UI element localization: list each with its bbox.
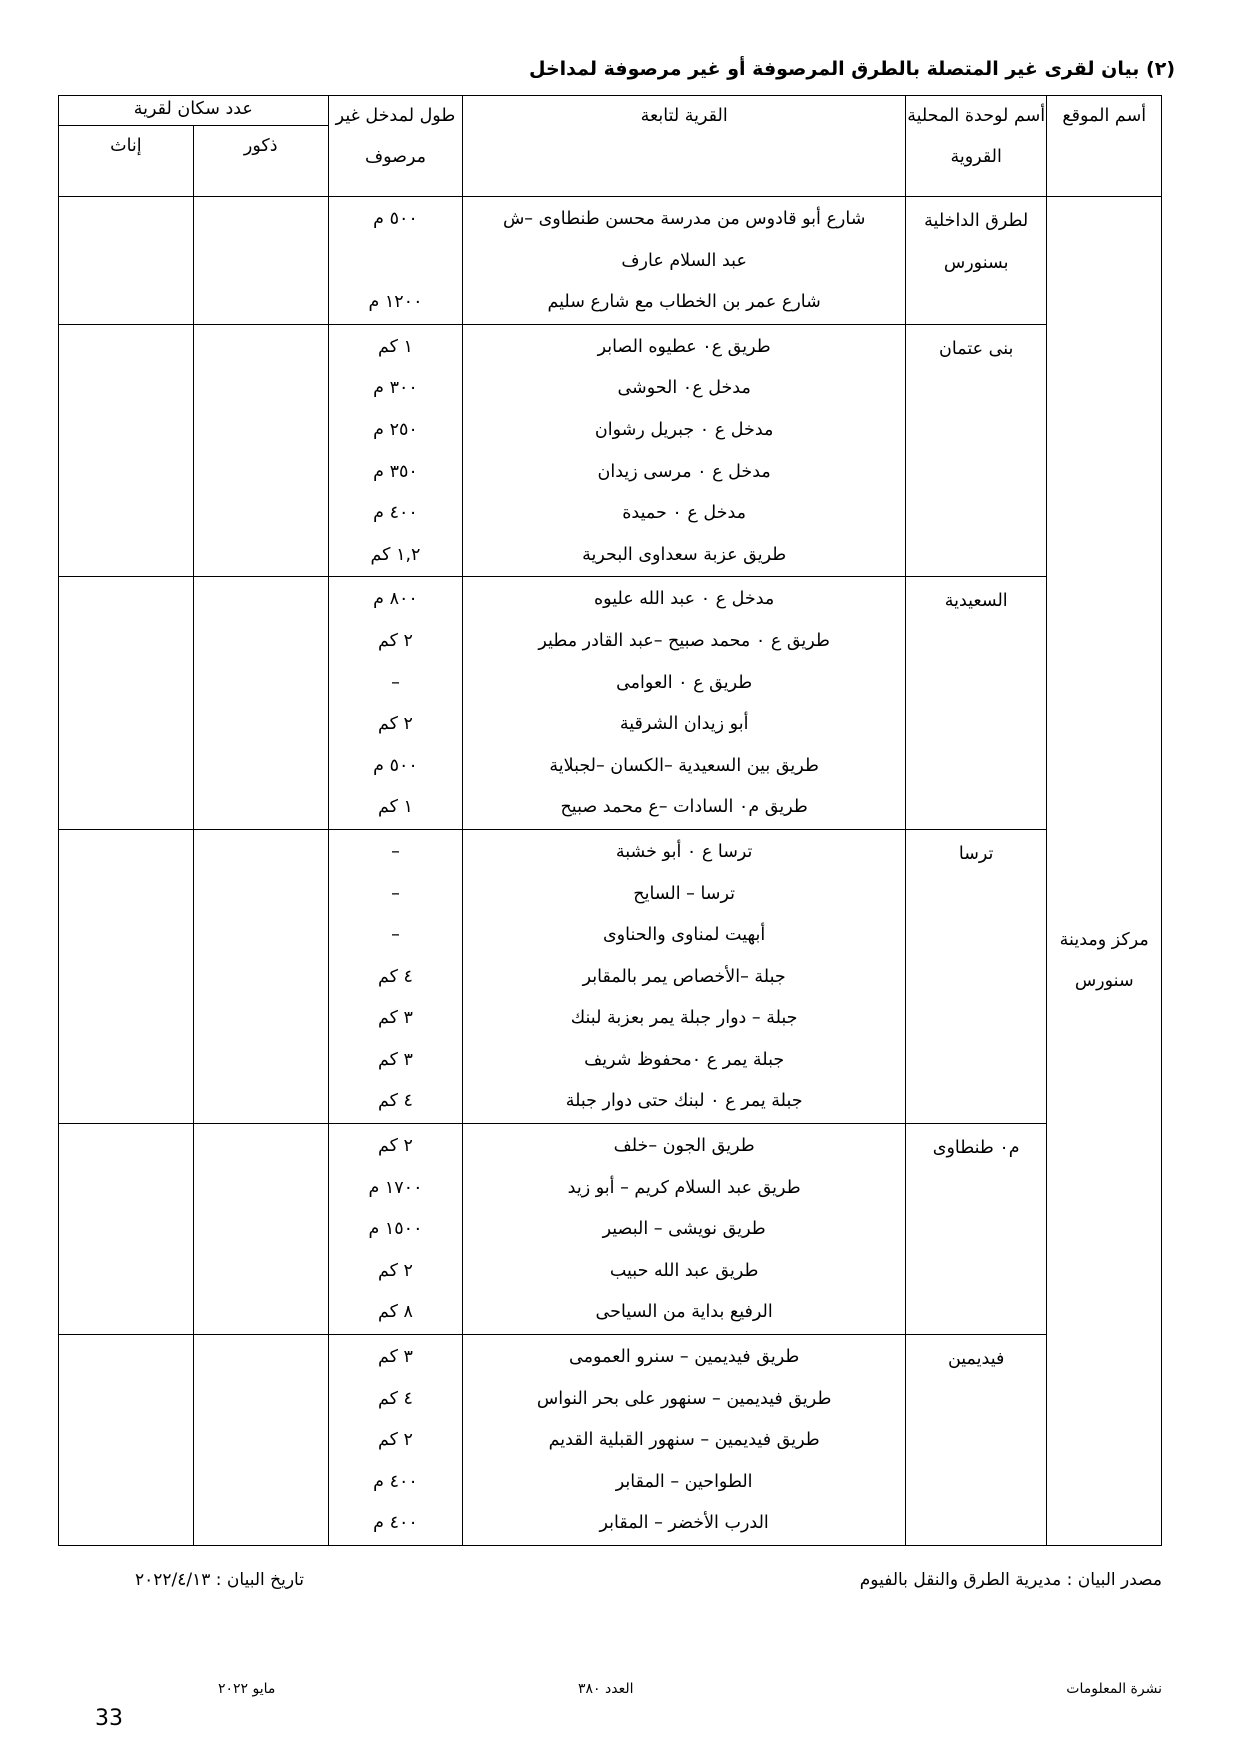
unit-row: [59, 324, 1162, 577]
header-population: عدد سكان لقرية: [59, 96, 329, 126]
road-length: ٢ كم: [378, 714, 413, 735]
village-name: طريق ع٠ عطيوه الصابر: [597, 336, 771, 357]
unit-row: [59, 197, 1162, 325]
unit-row: [59, 829, 1162, 1123]
unit-name: م٠ طنطاوى: [905, 1124, 1047, 1335]
location-cell: مركز ومدينة سنورس: [1047, 197, 1162, 1546]
females-cell: [59, 577, 194, 830]
village-name: ترسا – السايح: [633, 883, 735, 904]
road-length: ١,٢ كم: [370, 544, 421, 565]
village-name: شارع عمر بن الخطاب مع شارع سليم: [547, 292, 821, 313]
females-cell: [59, 197, 194, 325]
village-cell: [463, 197, 906, 325]
village-cell: [463, 324, 906, 577]
header-females: إناث: [59, 126, 194, 197]
females-cell: [59, 1335, 194, 1546]
unit-row: [59, 577, 1162, 830]
unit-name: بنى عتمان: [905, 324, 1047, 577]
road-length: ٢ كم: [378, 1430, 413, 1451]
length-cell: [328, 324, 463, 577]
unit-name: فيديمين: [905, 1335, 1047, 1546]
unit-row: [59, 1335, 1162, 1546]
unit-name: لطرق الداخلية بسنورس: [905, 197, 1047, 325]
data-source: مصدر البيان : مديرية الطرق والنقل بالفيوم: [859, 1570, 1162, 1590]
males-cell: [193, 1335, 328, 1546]
road-length: ١٢٠٠ م: [368, 292, 423, 313]
header-village: القرية لتابعة: [463, 96, 906, 197]
road-length: ١٧٠٠ م: [368, 1177, 423, 1198]
males-cell: [193, 577, 328, 830]
road-length: ٥٠٠ م: [373, 209, 418, 229]
village-name: مدخل ع ٠ حميدة: [622, 503, 747, 524]
village-name: الطواحين – المقابر: [615, 1471, 753, 1492]
length-cell: [328, 577, 463, 830]
males-cell: [193, 1124, 328, 1335]
road-length: –: [391, 672, 400, 693]
road-length: ٣ كم: [378, 1049, 413, 1070]
village-name: مدخل ع ٠ مرسى زيدان: [597, 461, 771, 482]
village-name: الرفيع بداية من السياحى: [595, 1302, 773, 1323]
village-name: جبلة – دوار جبلة يمر بعزبة لبنك: [570, 1008, 798, 1029]
village-name: شارع أبو قادوس من مدرسة محسن طنطاوى –ش: [502, 209, 866, 229]
village-name: جبلة يمر ع ٠محفوظ شريف: [584, 1049, 785, 1070]
length-cell: [328, 829, 463, 1123]
males-cell: [193, 829, 328, 1123]
header-location: أسم الموقع: [1047, 96, 1162, 197]
road-length: ٣٠٠ م: [373, 378, 418, 399]
road-length: ٣٥٠ م: [373, 461, 418, 482]
females-cell: [59, 829, 194, 1123]
length-cell: [328, 1124, 463, 1335]
road-length: ٤٠٠ م: [373, 503, 418, 524]
road-length: –: [391, 841, 400, 862]
road-length: ٤ كم: [378, 1388, 413, 1409]
road-length: –: [391, 883, 400, 904]
road-length: ٤ كم: [378, 966, 413, 987]
road-length: ٨٠٠ م: [373, 589, 418, 610]
village-name: طريق عبد الله حبيب: [609, 1260, 759, 1281]
males-cell: [193, 324, 328, 577]
village-name: مدخل ع ٠ جبريل رشوان: [594, 419, 774, 440]
village-cell: [463, 1124, 906, 1335]
issue-number: العدد ٣٨٠: [578, 1681, 634, 1697]
village-cell: [463, 829, 906, 1123]
road-length: ٤٠٠ م: [373, 1471, 418, 1492]
village-name: جبلة يمر ع ٠ لبنك حتى دوار جبلة: [565, 1091, 803, 1112]
road-length: ٨ كم: [378, 1302, 413, 1323]
road-length: ٥٠٠ م: [373, 755, 418, 776]
unit-row: [59, 1124, 1162, 1335]
page-title: (٢) بيان لقرى غير المتصلة بالطرق المرصوفة أو غير مرصوفة لمداخل: [529, 58, 1175, 80]
village-cell: [463, 577, 906, 830]
village-name: طريق فيديمين – سنهور على بحر النواس: [536, 1388, 832, 1409]
road-length: ٢ كم: [378, 1136, 413, 1157]
road-length: ١ كم: [378, 336, 413, 357]
village-name: طريق عزبة سعداوى البحرية: [582, 544, 787, 565]
village-name: مدخل ع٠ الحوشى: [617, 378, 751, 399]
road-length: [329, 241, 463, 283]
females-cell: [59, 324, 194, 577]
road-length: ٤ كم: [378, 1091, 413, 1112]
villages-table: [58, 95, 1162, 1546]
village-name: طريق عبد السلام كريم – أبو زيد: [567, 1177, 801, 1198]
village-name: طريق فيديمين – سنرو العمومى: [569, 1347, 800, 1368]
village-name: الدرب الأخضر – المقابر: [599, 1513, 769, 1534]
issue-month: مايو ٢٠٢٢: [218, 1681, 276, 1697]
village-name: طريق نويشى – البصير: [602, 1219, 766, 1240]
data-date: تاريخ البيان : ٢٠٢٢/٤/١٣: [135, 1570, 304, 1590]
road-length: ٢ كم: [378, 1260, 413, 1281]
publication-name: نشرة المعلومات: [1066, 1681, 1162, 1697]
village-name: طريق الجون –خلف: [613, 1136, 755, 1157]
unit-name: السعيدية: [905, 577, 1047, 830]
header-length: طول لمدخل غير مرصوف: [328, 96, 463, 197]
header-unit: أسم لوحدة المحلية القروية: [905, 96, 1047, 197]
road-length: ١٥٠٠ م: [368, 1219, 423, 1240]
males-cell: [193, 197, 328, 325]
page-number: 33: [95, 1706, 123, 1731]
village-cell: [463, 1335, 906, 1546]
village-name: طريق م٠ السادات –ع محمد صبيح: [560, 797, 808, 818]
header-males: ذكور: [193, 126, 328, 197]
village-name: طريق ع ٠ محمد صبيح –عبد القادر مطير: [538, 630, 830, 651]
road-length: ٣ كم: [378, 1008, 413, 1029]
village-name: طريق فيديمين – سنهور القبلية القديم: [548, 1430, 820, 1451]
village-name: طريق بين السعيدية –الكسان –لجبلاية: [549, 755, 819, 776]
road-length: –: [391, 925, 400, 946]
village-name: جبلة –الأخصاص يمر بالمقابر: [582, 966, 786, 987]
village-name: ترسا ع ٠ أبو خشبة: [615, 841, 753, 862]
road-length: ٢ كم: [378, 630, 413, 651]
road-length: ٢٥٠ م: [373, 419, 418, 440]
unit-name: ترسا: [905, 829, 1047, 1123]
village-name: مدخل ع ٠ عبد الله عليوه: [593, 589, 775, 610]
length-cell: [328, 1335, 463, 1546]
length-cell: [328, 197, 463, 325]
village-name: أبو زيدان الشرقية: [619, 714, 749, 735]
village-name: أبهيت لمناوى والحناوى: [602, 925, 766, 946]
road-length: ٤٠٠ م: [373, 1513, 418, 1534]
road-length: ٣ كم: [378, 1347, 413, 1368]
road-length: ١ كم: [378, 797, 413, 818]
village-name: عبد السلام عارف: [621, 250, 747, 271]
females-cell: [59, 1124, 194, 1335]
village-name: طريق ع ٠ العوامى: [616, 672, 753, 693]
